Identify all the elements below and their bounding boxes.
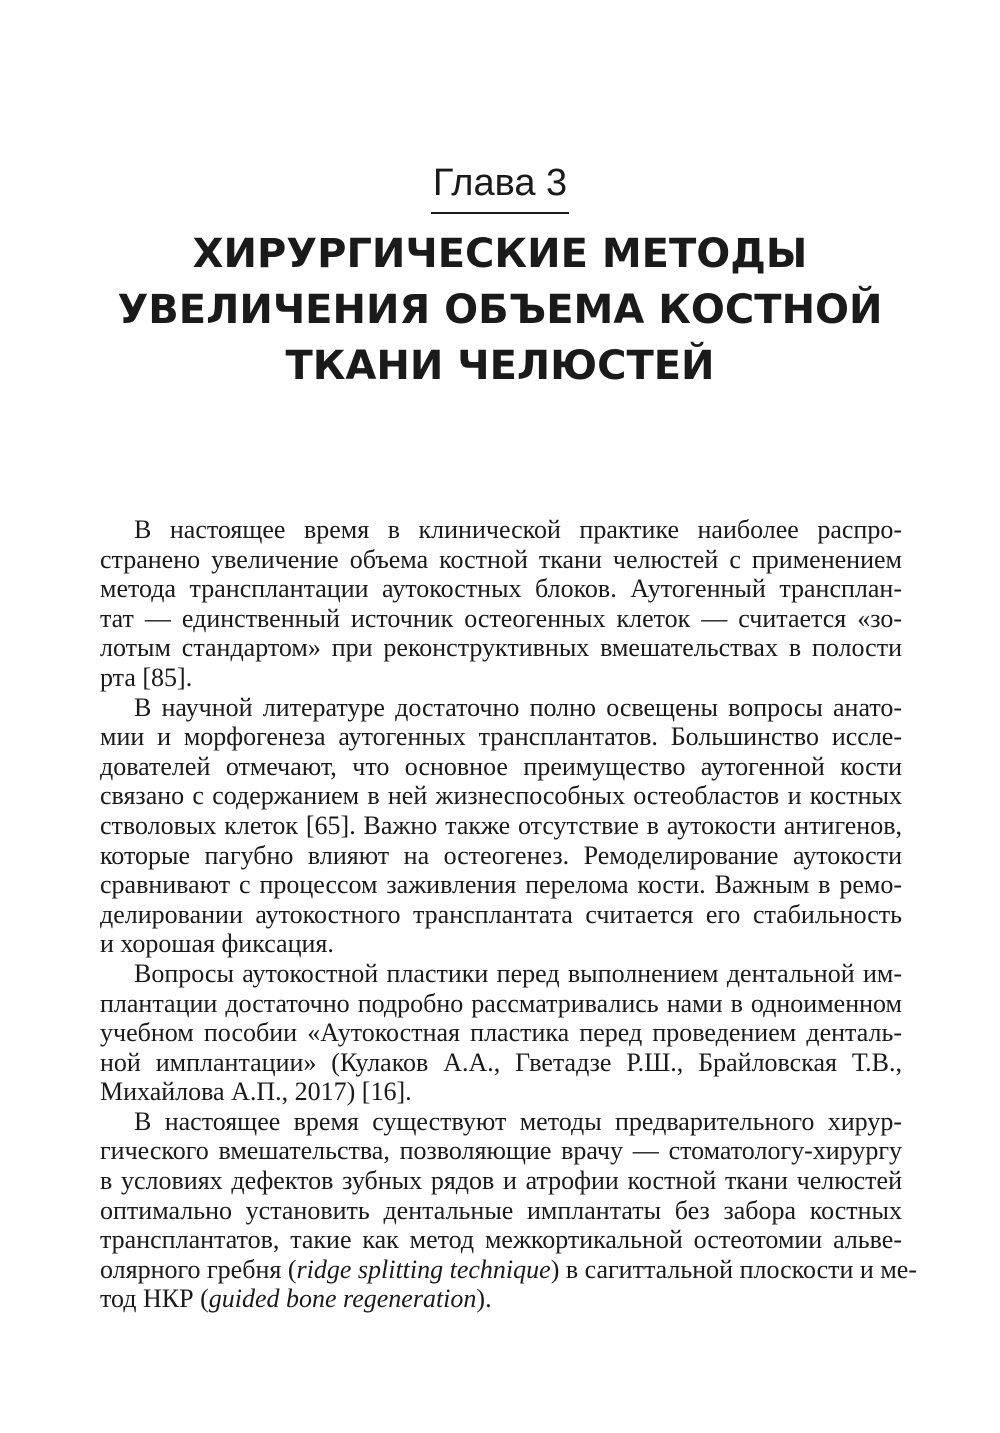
body-text	[100, 515, 917, 1314]
text-line: делировании аутокостного трансплантата считается его стабильность	[100, 899, 902, 929]
text-line: в условиях дефектов зубных рядов и атрофии костной ткани челюстей	[100, 1166, 902, 1196]
chapter-title-line: ХИРУРГИЧЕСКИЕ МЕТОДЫ	[192, 231, 808, 277]
paragraph	[100, 515, 902, 693]
chapter-title-line: ТКАНИ ЧЕЛЮСТЕЙ	[285, 343, 715, 389]
text-line: тат — единственный источник остеогенных клеток — считается «зо-	[100, 603, 902, 633]
text-line: сравнивают с процессом заживления перелома кости. Важным в ремо-	[100, 870, 902, 900]
text-line: гического вмешательства, позволяющие врачу — стоматологу-хирургу	[100, 1136, 902, 1166]
text-line: плантации достаточно подробно рассматривались нами в одноименном	[100, 988, 902, 1018]
text-line: связано с содержанием в ней жизнеспособных остеобластов и костных	[100, 781, 902, 811]
text-line: мии и морфогенеза аутогенных трансплантатов. Большинство иссле-	[100, 722, 902, 752]
text-line: дователей отмечают, что основное преимущество аутогенной кости	[100, 751, 902, 781]
text-line: стволовых клеток [65]. Важно также отсутствие в аутокости антигенов,	[100, 810, 902, 840]
text-line-ridge	[100, 1254, 917, 1285]
italic-term: ridge splitting technique	[296, 1254, 551, 1284]
text-line: рта [85].	[100, 662, 193, 692]
italic-term: guided bone regeneration	[208, 1284, 477, 1314]
text-line: оптимально установить дентальные имплантаты без забора костных	[100, 1195, 902, 1225]
chapter-title-line: УВЕЛИЧЕНИЯ ОБЪЕМА КОСТНОЙ	[117, 287, 883, 333]
text-line: метода трансплантации аутокостных блоков. Аутогенный трансплан-	[100, 574, 902, 604]
paragraph	[100, 959, 902, 1107]
chapter-title	[60, 226, 940, 394]
text-line: и хорошая фиксация.	[100, 929, 334, 959]
text-fragment: олярного гребня (	[100, 1254, 297, 1284]
paragraph	[100, 693, 902, 959]
text-line: лотым стандартом» при реконструктивных вмешательствах в полости	[100, 633, 902, 663]
text-line: ной имплантации» (Кулаков А.А., Гветадзе Р.Ш., Брайловская Т.В.,	[100, 1047, 902, 1077]
text-line: Михайлова А.П., 2017) [16].	[100, 1077, 412, 1107]
text-line: В настоящее время в клинической практике наиболее распро-	[134, 515, 902, 544]
text-fragment: тод НКР (	[100, 1284, 209, 1314]
chapter-label	[0, 160, 1000, 214]
text-line: странено увеличение объема костной ткани челюстей с применением	[100, 544, 902, 574]
text-line: Вопросы аутокостной пластики перед выполнением дентальной им-	[134, 958, 902, 988]
text-line: В научной литературе достаточно полно освещены вопросы анато-	[134, 692, 902, 722]
text-fragment: ).	[476, 1284, 492, 1314]
text-line: учебном пособии «Аутокостная пластика перед проведением денталь-	[100, 1018, 902, 1048]
text-line: которые пагубно влияют на остеогенез. Ремоделирование аутокости	[100, 840, 902, 870]
text-line: трансплантатов, такие как метод межкортикальной остеотомии альве-	[100, 1225, 902, 1255]
text-line: В настоящее время существуют методы предварительного хирур-	[134, 1106, 902, 1136]
chapter-number: Глава 3	[431, 160, 569, 214]
paragraph	[100, 1106, 917, 1314]
text-line-gbr	[100, 1284, 902, 1314]
text-fragment: ) в сагиттальной плоскости и ме-	[550, 1254, 917, 1284]
